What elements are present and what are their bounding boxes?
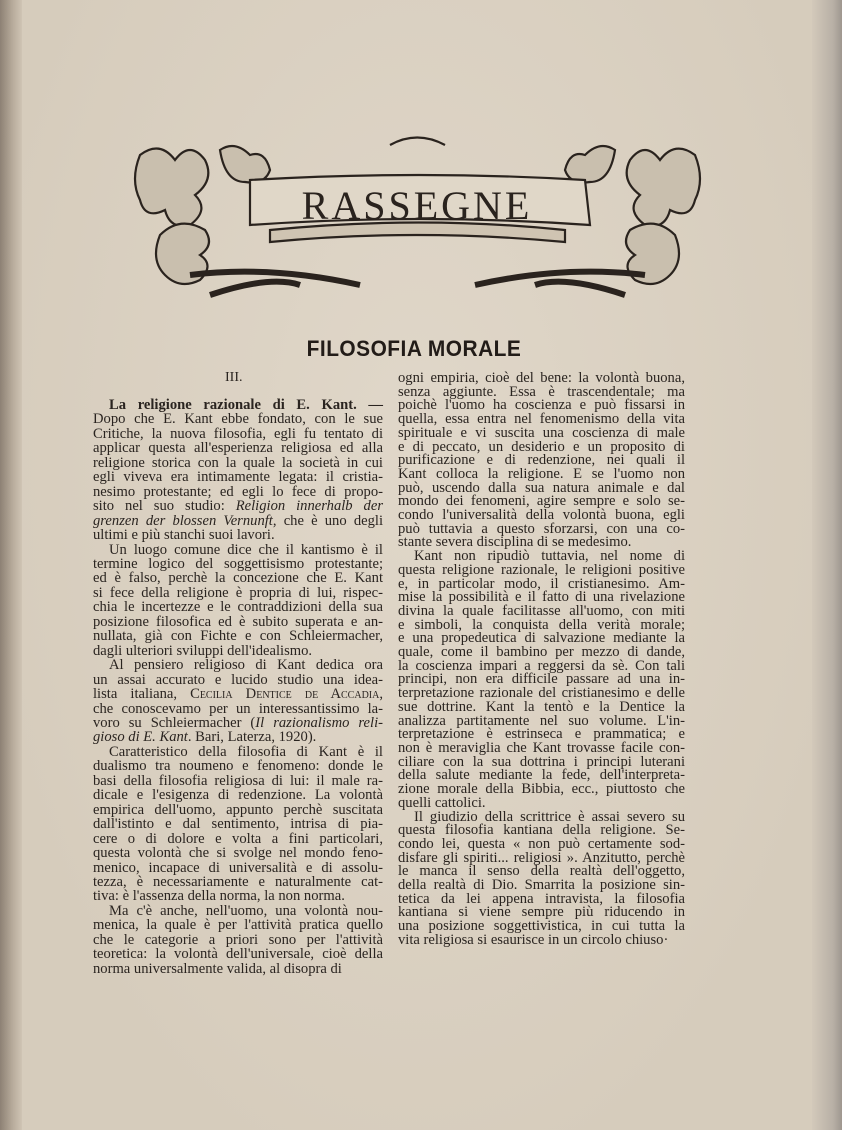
text-segment: Un luogo comune dice che il kantismo è il [109,541,383,558]
text-line [93,803,383,817]
text-segment: vita religiosa si esaurisce in un circolo chiuso· [398,931,669,948]
text-segment: La religione razionale di E. Kant. — [109,397,383,413]
text-line [93,528,383,542]
text-segment: Il razionalismo reli- [255,714,383,731]
text-segment: Al pensiero religioso di Kant dedica ora [109,657,383,674]
text-segment: dagli ulteriori sviluppi dell'idealismo. [93,642,313,659]
text-segment: condo lei, questa « non può certamente sod- [398,835,685,852]
text-segment: , [379,686,383,703]
text-segment: può tuttavia a questo sforzarsi, con una co- [398,520,685,537]
text-segment: condo l'universalità della volontà buona, egli [398,507,685,524]
text-segment: menico, incapace di universalità e di assolu- [93,859,383,876]
text-segment: questa volontà che si svolge nel mondo feno- [93,845,383,862]
text-segment: che conoscevamo per un interessantissimo la- [93,700,383,717]
text-segment: mondo dei fenomeni, agire sempre e solo se- [398,493,685,510]
rassegne-banner-ornament [130,135,705,305]
paragraph [93,398,383,543]
text-segment: cere o di dolore e volta a fini particolari, [93,830,383,847]
text-line [93,861,383,875]
text-segment: termine logico del soggettisismo protestante; [93,555,383,572]
text-segment: analizza partitamente nel suo volume. L'in- [398,712,685,729]
text-segment: Cecilia Dentice de Accadia [190,686,380,703]
text-line [93,456,383,470]
text-segment: chia le incertezze e le contraddizioni della sua [93,599,383,616]
text-line [93,673,383,687]
text-segment: senza aggiunte. Essa è trascendentale; ma [398,383,685,400]
text-segment: e di peccato, un desiderio e un proposito di [398,438,685,455]
text-segment: dicale e l'esigenza di redenzione. La volontà [93,787,383,804]
text-segment: Ma c'è anche, nell'uomo, una volontà nou- [109,902,383,919]
text-segment: purificazione e di redenzione, nei quali il [398,452,685,469]
text-segment: applicar questa all'esperienza religiosa ed alla [93,440,383,457]
text-line [93,962,383,976]
text-line [93,745,383,759]
paragraph [93,543,383,659]
text-segment: ciliare con la sua dottrina i principi luterani [398,753,685,770]
text-segment: si fece della religione è propria di lui, rispec- [93,584,383,601]
text-line [93,412,383,426]
text-segment: principi, non era difficile passare ad una in- [398,671,685,688]
banner-title: RASSEGNE [301,183,533,228]
paragraph [398,808,685,948]
text-segment: questa religione razionale, le religioni positive [398,561,685,578]
text-line [93,687,383,701]
text-line [93,586,383,600]
text-segment: questa filosofia kantiana della religione. Se- [398,822,685,839]
text-segment: mise la possibilità e il fatto di una rivelazione [398,589,685,606]
paragraph [398,550,685,810]
text-line [93,398,383,412]
text-segment: basi della filosofia religiosa di lui: il male ra- [93,772,383,789]
text-segment: un assai accurato e lucido studio una idea- [93,671,383,688]
text-line [93,557,383,571]
text-line [93,427,383,441]
text-segment: sue dottrine. Kant la tentò e la Dentice la [398,698,685,715]
text-line [93,889,383,903]
text-segment: egli viveva era intimamente legata: il cristia- [93,469,383,486]
text-segment: non è meraviglia che Kant trovasse facile con- [398,739,685,756]
text-segment: tezza, è necessariamente e naturalmente cat- [93,873,383,890]
text-segment: stante severa disciplina di se medesimo. [398,534,632,551]
book-spine-edge [0,0,22,1130]
text-line [93,947,383,961]
text-segment: Dopo che E. Kant ebbe fondato, con le sue [93,411,383,428]
text-segment: e, in particolar modo, il cristianesimo. Am- [398,575,685,592]
text-line [93,846,383,860]
text-segment: . Bari, Laterza, 1920). [187,729,317,746]
text-segment: una posizione soggettivistica, in cui tutta la [398,918,685,935]
text-segment: e una propedeutica di salvazione mediante la [398,630,685,647]
text-line [93,933,383,947]
page-right-edge [812,0,842,1130]
text-segment: la coscienza impari a reggersi da sè. Con tali [398,657,685,674]
text-segment: Critiche, la nuova filosofia, egli fu tentato di [93,425,383,442]
text-segment: quelli cattolici. [398,794,486,811]
text-line [93,817,383,831]
text-segment: lista italiana, [93,686,191,703]
text-line [93,788,383,802]
text-line [93,759,383,773]
text-segment: Religion innerhalb der [235,498,384,515]
text-segment: poichè l'uomo ha coscienza e può fissarsi in [398,397,685,414]
text-line [93,629,383,643]
text-line [93,832,383,846]
text-segment: menica, la quale è per l'attività pratica quello [93,917,383,934]
section-title: FILOSOFIA MORALE [306,336,522,361]
text-segment: zione morale della Bibbia, ecc., piuttosto che [398,781,685,798]
text-column-right [398,372,685,948]
text-line [93,543,383,557]
text-segment: sito nel suo studio: [93,498,236,515]
text-segment: dall'istinto e dal sentimento, intrisa di pia- [93,816,383,833]
text-segment: divina la quale facilitasse all'uomo, con miti [398,602,685,619]
text-line [93,499,383,513]
text-segment: ed è falso, perchè la concezione che E. Kant [93,570,383,587]
text-segment: disfare gli spiriti... religiosi ». Anzitutto, perchè [398,849,685,866]
text-segment: quale, come il bambino per mezzo di dande, [398,644,685,661]
text-segment: Il giudizio della scrittrice è assai severo su [414,808,685,825]
text-segment: Caratteristico della filosofia di Kant è il [109,743,383,760]
text-segment: della realtà di Dio. Smarrita la posizione sin- [398,877,685,894]
text-segment: Kant non ripudiò tuttavia, nel nome di [414,548,685,565]
text-line [93,600,383,614]
text-segment: le manca il senso della realtà dell'oggetto, [398,863,685,880]
text-segment: voro su Schleiermacher ( [93,714,256,731]
text-segment: dualismo tra noumeno e fenomeno: donde le [93,758,383,775]
text-segment: spirituale e vi suscita una coscienza di male [398,424,685,441]
text-segment: tetica da lei appena intravista, la filosofia [398,890,685,907]
text-segment: , che è uno degli [272,512,384,529]
text-segment: terpretazione è estrinseca e prammatica; e [398,726,685,743]
text-segment: teoretica: la volontà dell'universale, cioè della [93,946,383,963]
paragraph [398,372,685,550]
text-line [93,904,383,918]
text-segment: nullata, già con Fichte e con Schleiermacher, [93,628,383,645]
text-segment: posizione filosofica ed è subito superata e an- [93,613,383,630]
text-segment: terpretazione razionale del cristianesimo e delle [398,685,685,702]
text-line [398,931,685,948]
text-segment: nesimo protestante; ed egli lo fece di propo- [93,483,383,500]
text-line [93,485,383,499]
text-segment: può, uscendo dalla sua natura animale e dal [398,479,685,496]
text-segment: quella, essa entra nel fenomenismo della vita [398,411,685,428]
text-segment: che le categorie a priori sono per l'attività [93,931,383,948]
paragraph [93,658,383,745]
text-line [93,875,383,889]
text-segment: Kant colloca la religione. E se l'uomo non [398,465,685,482]
paragraph [93,904,383,976]
text-line [93,702,383,716]
text-segment: ultimi e più stanchi suoi lavori. [93,527,275,544]
section-numeral: III. [225,370,243,385]
text-line [93,571,383,585]
text-line [93,658,383,672]
text-segment: norma universalmente valida, al disopra di [93,960,342,977]
text-line [93,716,383,730]
text-line [93,774,383,788]
text-segment: gioso di E. Kant [93,729,188,746]
text-segment: e simboli, la conquista della verità morale; [398,616,685,633]
text-segment: empirica dell'uomo, appunto perchè suscitata [93,801,383,818]
text-line [93,918,383,932]
text-segment: religione storica con la quale la società in cui [93,454,383,471]
text-line [93,441,383,455]
text-line [93,514,383,528]
text-column-left [93,398,383,976]
text-segment: della salute mediante la fede, dell'interpreta- [398,767,685,784]
text-segment: tiva: è l'assenza della norma, la non norma. [93,888,345,905]
paragraph [93,745,383,904]
text-line [93,644,383,658]
text-line [93,730,383,744]
text-segment: ogni empiria, cioè del bene: la volontà buona, [398,370,685,386]
text-line [93,470,383,484]
text-segment: kantiana si viene sempre più riducendo in [398,904,685,921]
text-line [93,615,383,629]
text-segment: grenzen der blossen Vernunft [93,512,273,529]
